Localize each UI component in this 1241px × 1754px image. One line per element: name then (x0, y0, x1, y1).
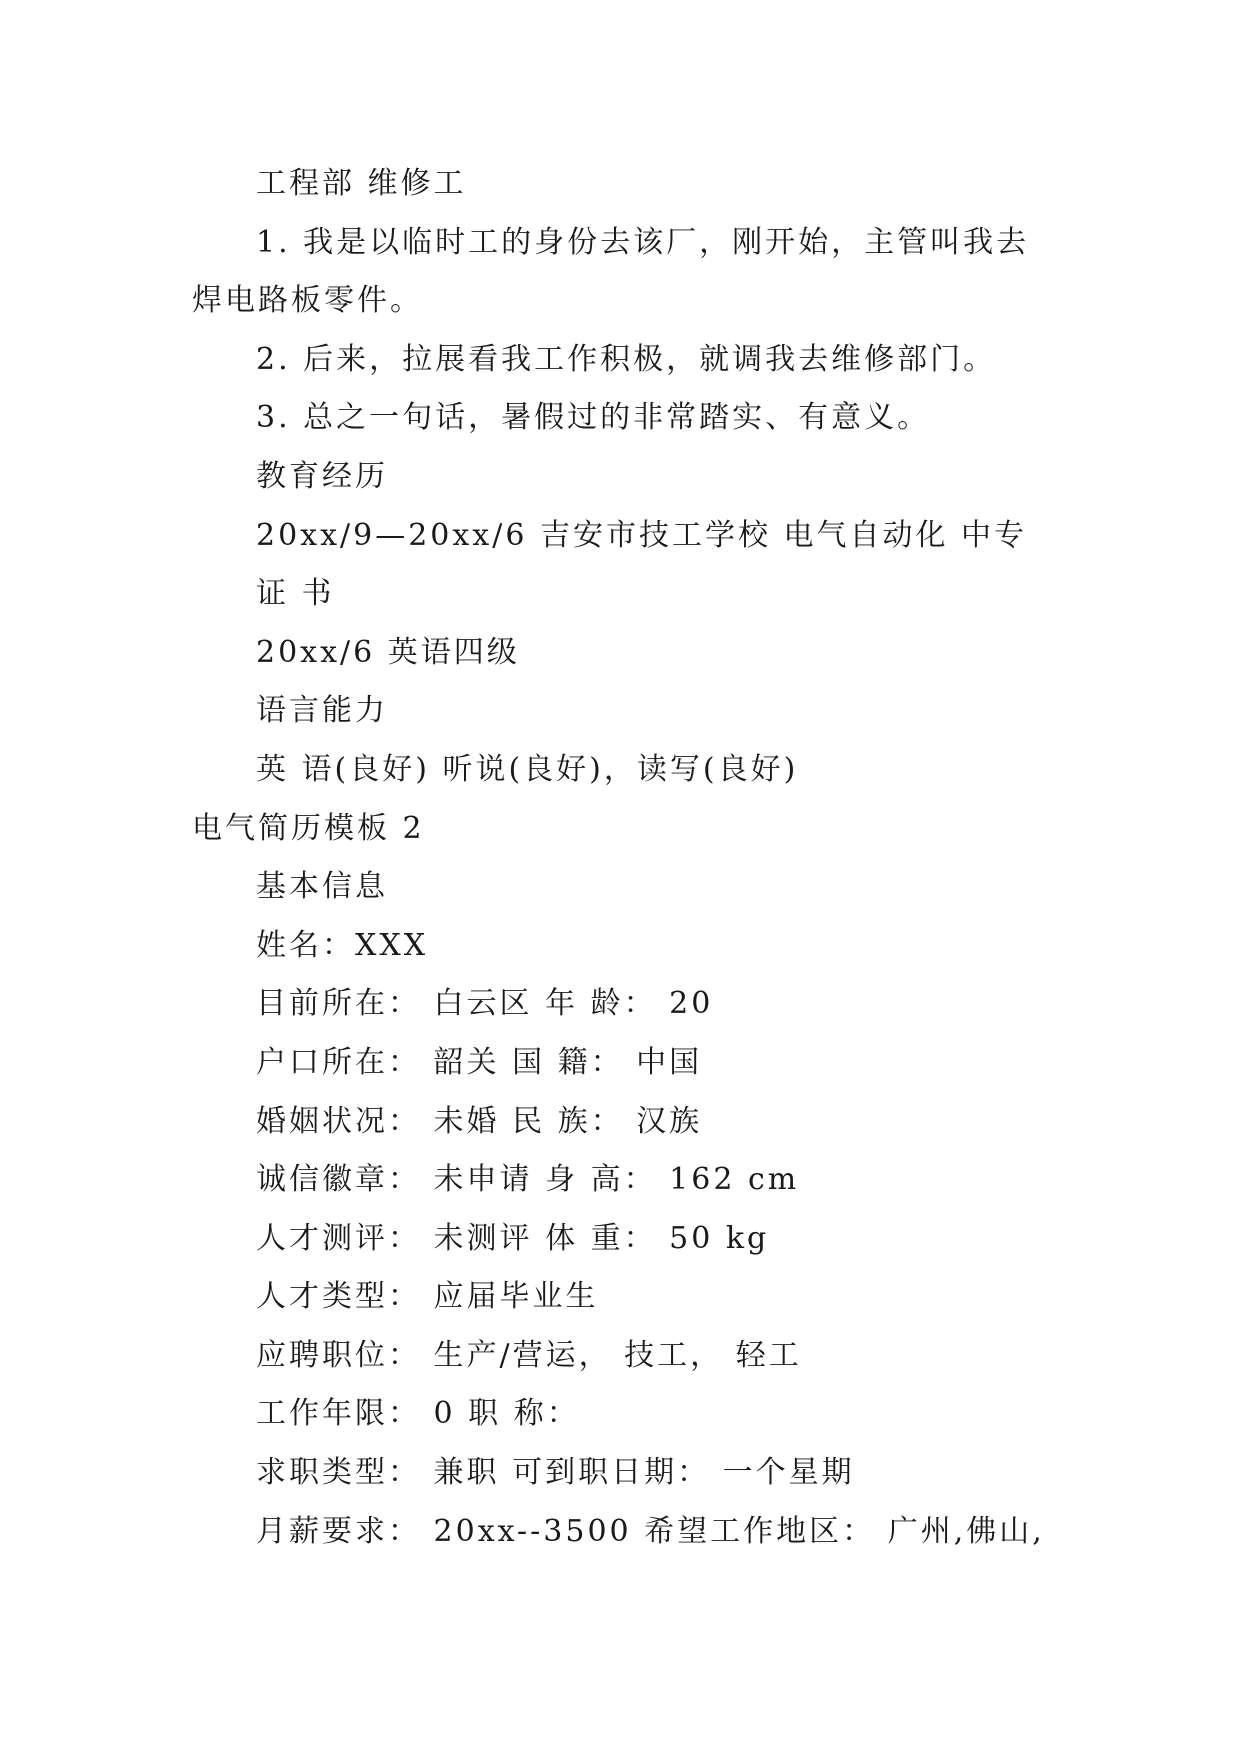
info-hukou-nationality: 户口所在： 韶关 国 籍： 中国 (256, 1044, 703, 1080)
info-job-type-start: 求职类型： 兼职 可到职日期： 一个星期 (256, 1455, 855, 1491)
language-heading: 语言能力 (256, 693, 388, 729)
job-title-line: 工程部 维修工 (256, 166, 467, 201)
education-entry: 20xx/9—20xx/6 吉安市技工学校 电气自动化 中专 (256, 517, 1028, 553)
education-heading: 教育经历 (256, 458, 388, 494)
experience-item-1-continued: 焊电路板零件。 (192, 283, 423, 319)
certificate-entry: 20xx/6 英语四级 (256, 634, 520, 670)
experience-item-2: 2. 后来，拉展看我工作积极，就调我去维修部门。 (256, 341, 997, 377)
certificate-heading: 证 书 (256, 576, 335, 612)
document-body (192, 155, 1072, 1561)
info-badge-height: 诚信徽章： 未申请 身 高： 162 cm (256, 1162, 800, 1198)
info-salary-area: 月薪要求： 20xx--3500 希望工作地区： 广州,佛山, (256, 1513, 1045, 1549)
info-location-age: 目前所在： 白云区 年 龄： 20 (256, 986, 714, 1022)
info-talent-type: 人才类型： 应届毕业生 (256, 1279, 599, 1315)
language-entry: 英 语(良好) 听说(良好)，读写(良好) (256, 751, 799, 787)
info-assessment-weight: 人才测评： 未测评 体 重： 50 kg (256, 1220, 770, 1256)
info-position: 应聘职位： 生产/营运， 技工， 轻工 (256, 1337, 802, 1373)
experience-item-1: 1. 我是以临时工的身份去该厂，刚开始，主管叫我去 (256, 224, 1030, 260)
info-marital-ethnicity: 婚姻状况： 未婚 民 族： 汉族 (256, 1103, 703, 1139)
basic-info-heading: 基本信息 (256, 869, 388, 905)
experience-item-3: 3. 总之一句话，暑假过的非常踏实、有意义。 (256, 400, 931, 436)
info-work-years-title: 工作年限： 0 职 称： (256, 1396, 580, 1432)
info-name: 姓名：XXX (256, 927, 429, 963)
template-2-title: 电气简历模板 2 (192, 810, 425, 846)
